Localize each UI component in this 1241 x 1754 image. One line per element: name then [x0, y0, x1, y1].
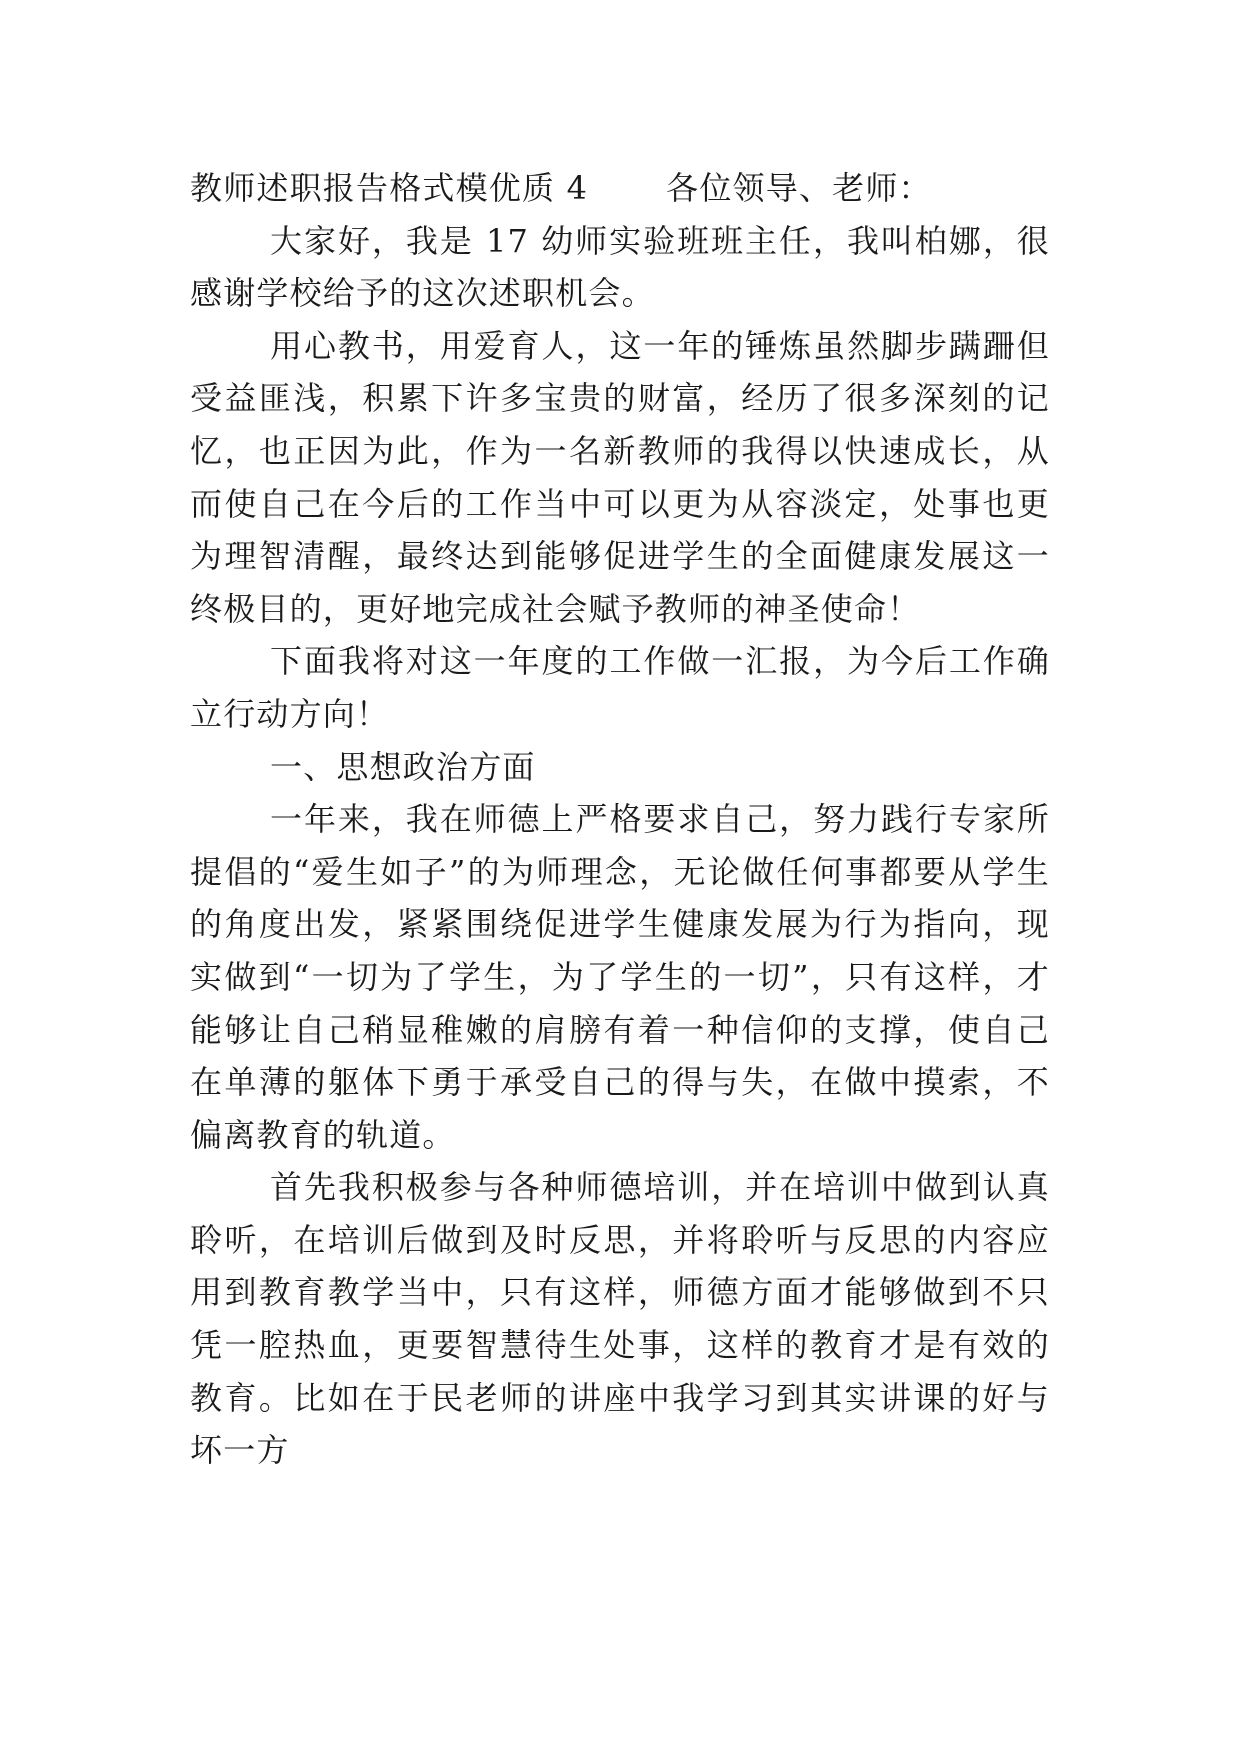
paragraph-greeting: 大家好，我是 17 幼师实验班班主任，我叫柏娜，很感谢学校给予的这次述职机会。 — [190, 221, 1050, 313]
paragraph-ethics: 一年来，我在师德上严格要求自己，努力践行专家所提倡的“爱生如子”的为师理念，无论做任何事都要从学生的角度出发，紧紧围绕促进学生健康发展为行为指向，现实做到“一切为了学生，为了学生的一切”，只有这样，才能够让自己稍显稚嫩的肩膀有着一种信仰的支撑，使自己在单薄的躯体下勇于承受自己的得与失，在做中摸索，不偏离教育的轨道。 — [190, 800, 1050, 1154]
section-heading: 一、思想政治方面 — [270, 747, 536, 786]
paragraph-training: 首先我积极参与各种师德培训，并在培训中做到认真聆听，在培训后做到及时反思，并将聆听与反思的内容应用到教育教学当中，只有这样，师德方面才能够做到不只凭一腔热血，更要智慧待生处事，这样的教育才是有效的教育。比如在于民老师的讲座中我学习到其实讲课的好与坏一方 — [190, 1168, 1050, 1470]
paragraph-intro: 用心教书，用爱育人，这一年的锤炼虽然脚步蹒跚但受益匪浅，积累下许多宝贵的财富，经历了很多深刻的记忆，也正因为此，作为一名新教师的我得以快速成长，从而使自己在今后的工作当中可以更为从容淡定，处事也更为理智清醒，最终达到能够促进学生的全面健康发展这一终极目的，更好地完成社会赋予教师的神圣使命！ — [190, 326, 1050, 628]
paragraph-report-direction: 下面我将对这一年度的工作做一汇报，为今后工作确立行动方向！ — [190, 642, 1050, 733]
document-title: 教师述职报告格式模优质 4 — [190, 169, 589, 207]
document-body — [190, 162, 1050, 1477]
salutation: 各位领导、老师： — [666, 169, 932, 207]
title-line — [190, 162, 1050, 215]
